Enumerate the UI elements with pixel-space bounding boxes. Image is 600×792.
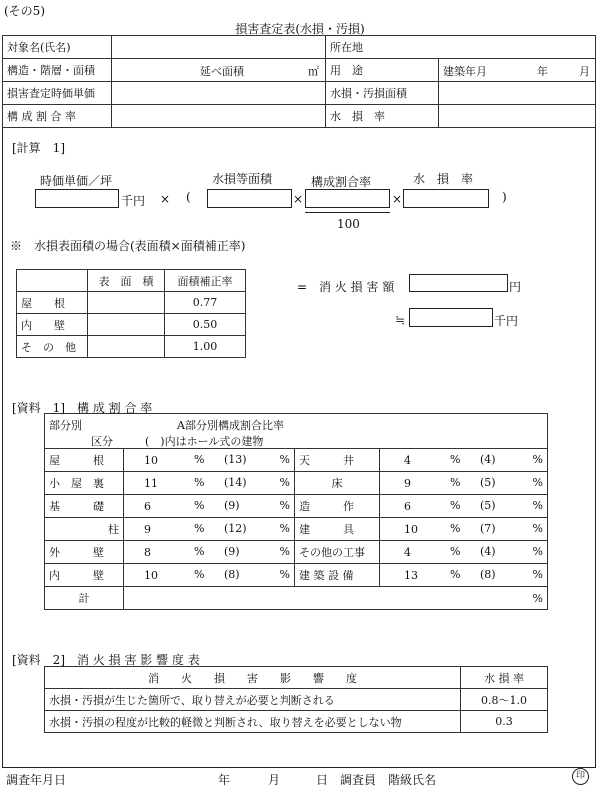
ratio-input[interactable] [305, 189, 390, 208]
ref1-right-val: 4 [380, 541, 443, 564]
seal-icon: 印 [572, 768, 589, 785]
percent-sign: % [194, 453, 205, 466]
subject-label: 対象名(氏名) [3, 36, 112, 59]
use-cell[interactable] [326, 59, 439, 82]
rate-label-calc: 水 損 率 [413, 172, 474, 186]
percent-sign: % [450, 499, 461, 512]
ref1-left-name: 小 屋 裏 [45, 472, 124, 495]
percent-sign: % [532, 545, 543, 558]
ref1-left-pct-h [186, 449, 295, 472]
surface-row-name: 屋 根 [17, 292, 88, 314]
ref1-right-name: その他の工事 [295, 541, 380, 564]
ref1-right-pct-h [442, 449, 548, 472]
ratio-field[interactable] [112, 105, 326, 128]
ref1-left-name: 屋 根 [45, 449, 124, 472]
page-number: (その5) [4, 4, 45, 18]
ref1-left-name: 柱 [45, 518, 124, 541]
damage-amount-input[interactable] [409, 274, 508, 292]
percent-sign: % [279, 545, 290, 558]
area-input[interactable] [207, 189, 292, 208]
surface-area-field[interactable] [88, 292, 165, 314]
hall-value: (13) [224, 453, 247, 466]
survey-date-label: 調査年月日 [6, 773, 67, 787]
built-year: 年 [537, 65, 548, 78]
hall-value: (14) [224, 476, 247, 489]
ref1-left-val: 10 [124, 564, 187, 587]
water-area-label: 水損・汚損面積 [326, 82, 439, 105]
hall-value: (4) [480, 545, 496, 558]
water-rate-field[interactable] [439, 105, 596, 128]
price-input[interactable] [35, 189, 119, 208]
ref1-right-pct-h [442, 518, 548, 541]
hall-value: (9) [224, 545, 240, 558]
percent-sign: % [450, 545, 461, 558]
ref2-row-desc: 水損・汚損の程度が比較的軽微と判断され、取り替えを必要としない物 [45, 711, 461, 733]
ref1-left-pct-h [186, 495, 295, 518]
yen-unit: 円 [509, 280, 522, 294]
surface-row-name: そ の 他 [17, 336, 88, 358]
ref1-left-val: 9 [124, 518, 187, 541]
percent-sign: % [450, 568, 461, 581]
hall-value: (8) [480, 568, 496, 581]
unit-price-field[interactable] [112, 82, 326, 105]
percent-sign: % [532, 453, 543, 466]
ref2-heading: [資料 2] 消 火 損 害 影 響 度 表 [12, 653, 200, 667]
water-rate-label: 水 損 率 [326, 105, 439, 128]
ref1-right-val: 6 [380, 495, 443, 518]
ref1-col2b: ( )内はホール式の建物 [145, 435, 264, 448]
surface-row-rate: 0.77 [165, 292, 246, 314]
surface-row-rate: 0.50 [165, 314, 246, 336]
ref1-left-pct-h [186, 564, 295, 587]
hall-value: (7) [480, 522, 496, 535]
subject-field[interactable] [112, 36, 326, 59]
percent-sign: % [279, 522, 290, 535]
ref2-col1: 消 火 損 害 影 響 度 [45, 667, 461, 689]
water-area-field[interactable] [439, 82, 596, 105]
surface-header-blank [17, 270, 88, 292]
ref1-left-name: 外 壁 [45, 541, 124, 564]
ref1-col1: 部分別 [49, 419, 82, 432]
ref1-left-pct-h [186, 518, 295, 541]
hall-value: (8) [224, 568, 240, 581]
ratio-label-calc: 構成割合率 [311, 175, 372, 189]
ref1-body [44, 448, 548, 610]
floor-area-label: 延べ面積 [200, 65, 244, 78]
percent-sign: % [532, 499, 543, 512]
ref1-right-name: 造 作 [295, 495, 380, 518]
ref1-right-name: 床 [295, 472, 380, 495]
percent-sign: % [194, 545, 205, 558]
footer-day: 日 [316, 773, 329, 787]
percent-sign: % [279, 499, 290, 512]
footer-year: 年 [218, 773, 231, 787]
surface-row-name: 内 壁 [17, 314, 88, 336]
ref1-left-pct-h [186, 541, 295, 564]
ratio-label: 構 成 割 合 率 [3, 105, 112, 128]
surface-row-rate: 1.00 [165, 336, 246, 358]
use-label: 用 途 [330, 64, 363, 77]
ref1-total-row [45, 587, 548, 610]
percent-sign: % [194, 476, 205, 489]
ref1-left-pct-h [186, 472, 295, 495]
header-table [2, 35, 596, 128]
surface-area-field[interactable] [88, 314, 165, 336]
ref1-right-name: 建 築 設 備 [295, 564, 380, 587]
percent-sign: % [279, 568, 290, 581]
times-2: × [293, 192, 304, 206]
surface-table [16, 269, 246, 358]
location-label: 所在地 [330, 41, 363, 54]
rate-input[interactable] [403, 189, 489, 208]
percent-sign: % [450, 476, 461, 489]
damage-approx-input[interactable] [409, 308, 493, 327]
ref1-right-pct-h [442, 564, 548, 587]
hall-value: (9) [224, 499, 240, 512]
calc-heading: [計算 1] [12, 141, 65, 155]
ref1-left-val: 11 [124, 472, 187, 495]
hall-value: (12) [224, 522, 247, 535]
ref1-total-field[interactable]: % [124, 587, 548, 610]
page-title: 損害査定表(水損・汚損) [235, 22, 365, 36]
ref1-right-pct-h [442, 495, 548, 518]
ref1-header [45, 414, 548, 449]
unit-price-label: 損害査定時価単価 [3, 82, 112, 105]
ref2-row-desc: 水損・汚損が生じた箇所で、取り替えが必要と判断される [45, 689, 461, 711]
ref1-left-val: 8 [124, 541, 187, 564]
sen-yen-unit: 千円 [121, 194, 146, 208]
surface-header-area: 表 面 積 [88, 270, 165, 292]
structure-field[interactable] [112, 59, 326, 82]
percent-sign: % [194, 522, 205, 535]
ref1-table [44, 413, 548, 449]
surface-note: ※ 水損表面積の場合(表面積×面積補正率) [10, 239, 246, 253]
built-cell[interactable] [439, 59, 596, 82]
ref1-right-name: 建 具 [295, 518, 380, 541]
denominator: 100 [337, 217, 360, 231]
percent-sign: % [532, 568, 543, 581]
ref2-table [44, 666, 548, 733]
unit-m2: ㎡ [308, 65, 319, 78]
ref1-right-name: 天 井 [295, 449, 380, 472]
ref1-col1b: 区分 [91, 435, 113, 448]
hall-value: (5) [480, 499, 496, 512]
ref1-col2: A部分別構成割合比率 [177, 419, 284, 432]
ref1-left-name: 基 礎 [45, 495, 124, 518]
times-3: × [392, 192, 403, 206]
percent-sign: % [194, 568, 205, 581]
percent-sign: % [279, 453, 290, 466]
ref2-row-rate: 0.3 [461, 711, 548, 733]
footer-month: 月 [268, 773, 281, 787]
sen-yen-unit-2: 千円 [494, 314, 519, 328]
ref1-left-name: 内 壁 [45, 564, 124, 587]
hall-value: (4) [480, 453, 496, 466]
ref1-left-val: 10 [124, 449, 187, 472]
ref1-right-val: 10 [380, 518, 443, 541]
structure-label: 構造・階層・面積 [3, 59, 112, 82]
inspector-label: 調査員 階級氏名 [340, 773, 437, 787]
ref1-rows-table [44, 448, 548, 610]
percent-sign: % [532, 476, 543, 489]
ref1-row [45, 564, 548, 587]
ref1-row [45, 541, 548, 564]
hall-value: (5) [480, 476, 496, 489]
ref1-total-label: 計 [45, 587, 124, 610]
ref1-right-pct-h [442, 472, 548, 495]
open-paren: ( [186, 190, 191, 204]
area-label: 水損等面積 [212, 172, 273, 186]
ref1-right-val: 4 [380, 449, 443, 472]
ref1-left-val: 6 [124, 495, 187, 518]
location-cell[interactable] [326, 36, 596, 59]
ref1-row [45, 495, 548, 518]
ref1-right-pct-h [442, 541, 548, 564]
percent-sign: % [450, 453, 461, 466]
damage-amount-label: = 消 火 損 害 額 [297, 280, 395, 294]
ref1-right-val: 9 [380, 472, 443, 495]
footer-rule [2, 767, 596, 768]
fraction-line [305, 212, 390, 213]
times-1: × [160, 192, 171, 206]
percent-sign: % [279, 476, 290, 489]
ref1-right-val: 13 [380, 564, 443, 587]
price-label: 時価単価／坪 [40, 174, 113, 188]
surface-header-rate: 面積補正率 [165, 270, 246, 292]
ref1-row [45, 518, 548, 541]
ref1-row [45, 472, 548, 495]
close-paren: ) [502, 190, 507, 204]
built-label: 建築年月 [443, 65, 487, 78]
approx-symbol: ≒ [395, 313, 406, 327]
ref1-heading: [資料 1] 構 成 割 合 率 [12, 401, 153, 415]
ref2-row-rate: 0.8～1.0 [461, 689, 548, 711]
surface-area-field[interactable] [88, 336, 165, 358]
ref1-row [45, 449, 548, 472]
percent-sign: % [194, 499, 205, 512]
percent-sign: % [450, 522, 461, 535]
ref2-col2: 水 損 率 [461, 667, 548, 689]
built-month: 月 [579, 65, 590, 78]
percent-sign: % [532, 522, 543, 535]
